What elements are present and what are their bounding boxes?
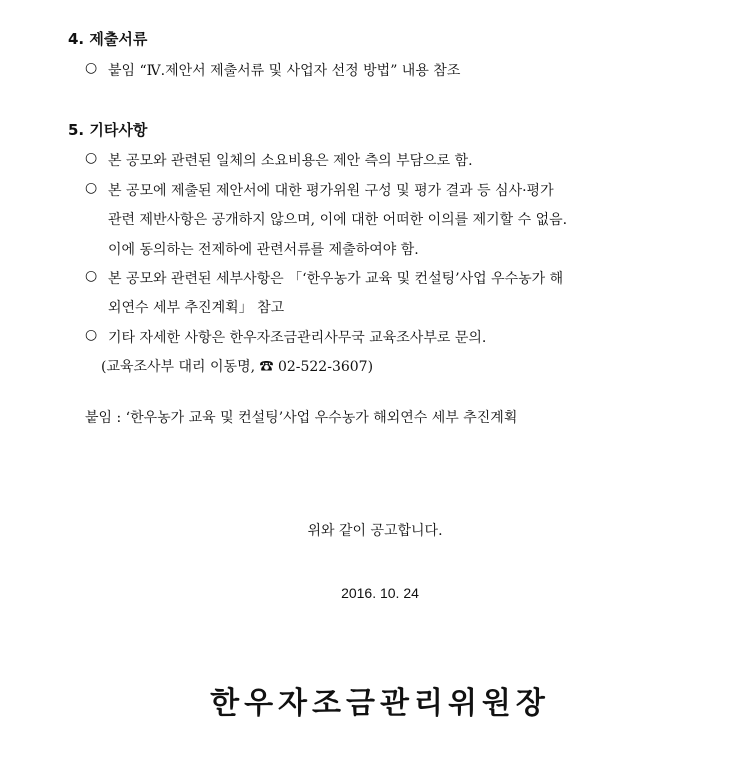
list-bullet: ○ <box>85 327 98 343</box>
section5-item-line: 이에 동의하는 전제하에 관련서류를 제출하여야 함. <box>108 242 419 258</box>
attachment-note: 붙임 : ‘한우농가 교육 및 컨설팅’사업 우수농가 해외연수 세부 추진계획 <box>85 410 518 426</box>
section4-item-text: 붙임 “Ⅳ.제안서 제출서류 및 사업자 선정 방법” 내용 참조 <box>108 63 461 79</box>
contact-line: (교육조사부 대리 이동명, ☎ 02-522-3607) <box>101 359 374 375</box>
closing-statement: 위와 같이 공고합니다. <box>307 523 443 539</box>
section5-item-line: 본 공모와 관련된 세부사항은 「‘한우농가 교육 및 컨설팅’사업 우수농가 해 <box>108 271 564 287</box>
list-bullet: ○ <box>85 268 98 284</box>
list-bullet: ○ <box>85 180 98 196</box>
section5-heading: 5. 기타사항 <box>68 121 148 139</box>
list-bullet: ○ <box>85 60 98 76</box>
announcement-date: 2016. 10. 24 <box>341 585 419 601</box>
section5-item-line: 기타 자세한 사항은 한우자조금관리사무국 교육조사부로 문의. <box>108 330 487 346</box>
section5-item-line: 본 공모에 제출된 제안서에 대한 평가위원 구성 및 평가 결과 등 심사·평가 <box>108 183 554 199</box>
section4-heading: 4. 제출서류 <box>68 30 148 48</box>
section5-item-line: 외연수 세부 추진계획」 참고 <box>108 300 285 316</box>
list-bullet: ○ <box>85 150 98 166</box>
section5-item-line: 본 공모와 관련된 일체의 소요비용은 제안 측의 부담으로 함. <box>108 153 473 169</box>
section5-item-line: 관련 제반사항은 공개하지 않으며, 이에 대한 어떠한 이의를 제기할 수 없음. <box>108 212 568 228</box>
issuer-signature: 한우자조금관리위원장 <box>210 686 550 721</box>
